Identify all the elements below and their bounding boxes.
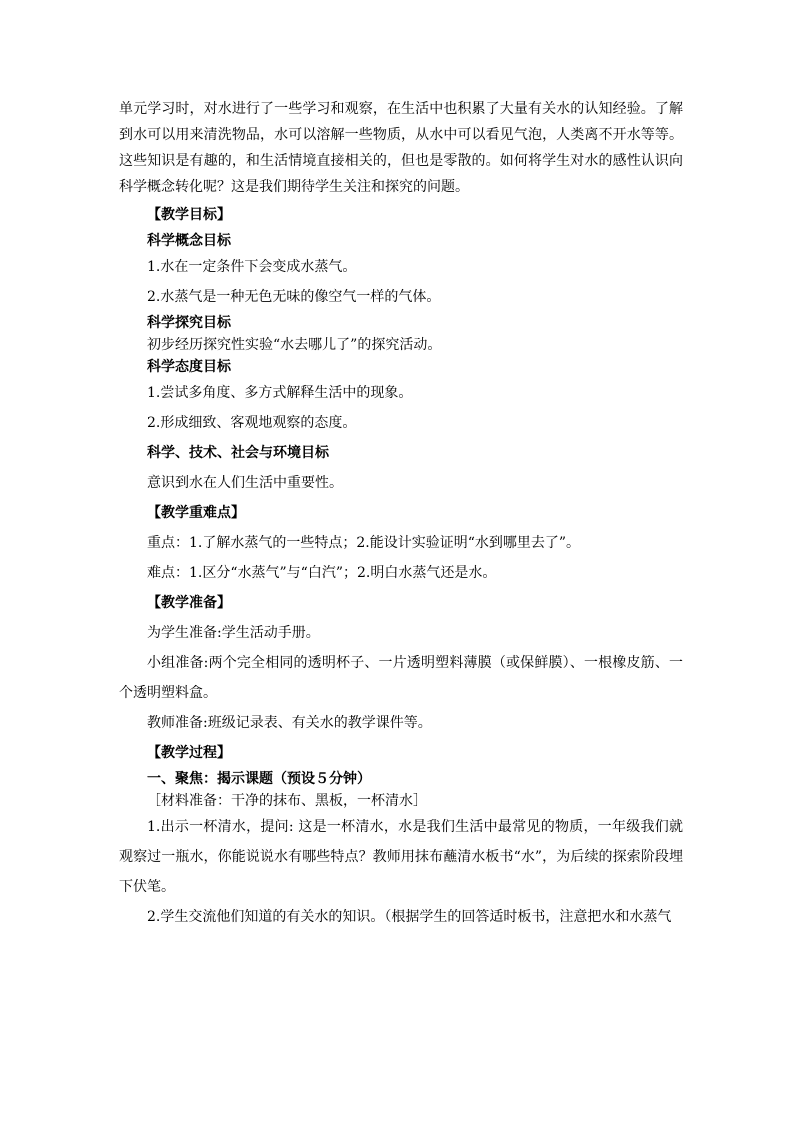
intro-paragraph: 单元学习时，对水进行了一些学习和观察，在生活中也积累了大量有关水的认知经验。了解到水可以用来清洗物品，水可以溶解一些物质，从水中可以看见气泡，人类离不开水等等。这些知识是有趣的，和生活情境直接相关的，但也是零散的。如何将学生对水的感性认识向科学概念转化呢？这是我们期待学生关注和探究的问题。: [119, 101, 683, 195]
goals-heading: 【教学目标】: [147, 207, 231, 223]
sts-goal-text: 意识到水在人们生活中重要性。: [147, 475, 343, 491]
preparation-groups: 小组准备:两个完全相同的透明杯子、一片透明塑料薄膜（或保鲜膜）、一根橡皮筋、一个透明塑料盒。: [119, 655, 683, 701]
document-body: [119, 96, 683, 932]
key-point-focus: 重点：1.了解水蒸气的一些特点；2.能设计实验证明“水到哪里去了”。: [147, 535, 581, 551]
process-heading: 【教学过程】: [147, 745, 231, 761]
process-step-1: 1.出示一杯清水，提问: 这是一杯清水，水是我们生活中最常见的物质，一年级我们就观察过一瓶水，你能说说水有哪些特点？教师用抹布蘸清水板书“水”，为后续的探索阶段埋下伏笔。: [119, 819, 683, 895]
attitude-goal-item-2: 2.形成细致、客观地观察的态度。: [147, 415, 357, 431]
key-points-heading: 【教学重难点】: [147, 505, 245, 521]
attitude-goal-title: 科学态度目标: [147, 359, 231, 375]
preparation-students: 为学生准备:学生活动手册。: [147, 625, 320, 641]
preparation-teacher: 教师准备:班级记录表、有关水的教学课件等。: [147, 715, 432, 731]
key-point-difficulty: 难点：1.区分“水蒸气”与“白汽”；2.明白水蒸气还是水。: [147, 565, 497, 581]
attitude-goal-item-1: 1.尝试多角度、多方式解释生活中的现象。: [147, 385, 413, 401]
concept-goal-item-1: 1.水在一定条件下会变成水蒸气。: [147, 259, 357, 275]
sts-goal-title: 科学、技术、社会与环境目标: [147, 445, 329, 461]
concept-goal-item-2: 2.水蒸气是一种无色无味的像空气一样的气体。: [147, 289, 441, 305]
inquiry-goal-text: 初步经历探究性实验“水去哪儿了”的探究活动。: [147, 337, 442, 353]
process-step-2: 2.学生交流他们知道的有关水的知识。（根据学生的回答适时板书，注意把水和水蒸气: [147, 909, 672, 925]
section-1-materials: ［材料准备：干净的抹布、黑板，一杯清水］: [147, 793, 427, 809]
inquiry-goal-title: 科学探究目标: [147, 315, 231, 331]
preparation-heading: 【教学准备】: [147, 595, 231, 611]
concept-goal-title: 科学概念目标: [147, 233, 231, 249]
section-1-title: 一、聚焦：揭示课题（预设５分钟）: [147, 771, 371, 787]
